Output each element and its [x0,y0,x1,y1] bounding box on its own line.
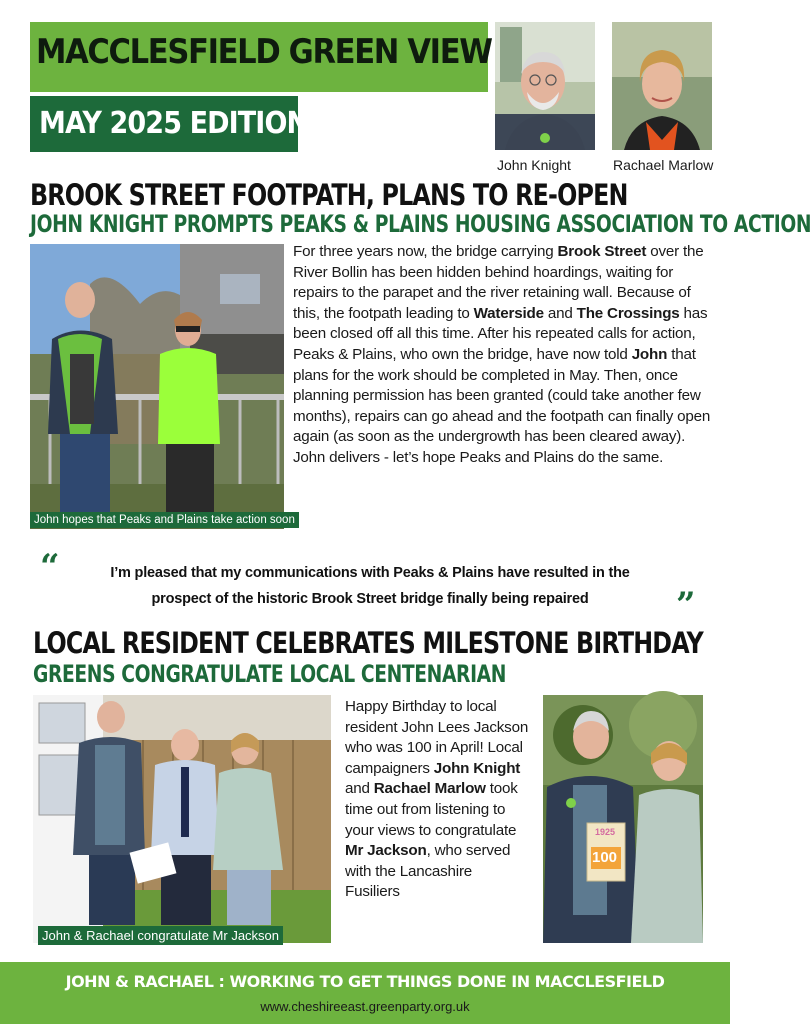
masthead-title: MACCLESFIELD GREEN VIEW [36,32,492,72]
article1-photo [30,244,284,529]
article2-photo-caption: John & Rachael congratulate Mr Jackson [38,926,283,945]
open-quote-icon: “ [40,547,60,587]
article2-body: Happy Birthday to local resident John Lees Jackson who was 100 in April! Local campaigners John Knight and Rachael Marlow took time out from listening to your views to congratulate Mr Jackson, who served with the Lancashire Fusiliers [345,698,529,901]
article1-subhead: JOHN KNIGHT PROMPTS PEAKS & PLAINS HOUSING ASSOCIATION TO ACTION [30,210,811,238]
article1-body: For three years now, the bridge carrying Brook Street over the River Bollin has been hidden behind hoardings, waiting for repairs to the parapet and the river retaining wall. Because of this, the footpath leading to Waterside and The Crossings has been closed off all this time. After his repeated calls for action, Peaks & Plains, who own the bridge, have now told John that plans for the work should be completed in May. Then, once planning permission has been granted (could take another few months), repairs can go ahead and the footpath can finally open again (as soon as the undergrowth has been cleared away). John delivers - let’s hope Peaks and Plains do the same. [293,243,711,466]
pull-quote [70,560,670,612]
card-year-text: 1925 [595,827,616,837]
pull-quote-line1: I’m pleased that my communications with Peaks & Plains have resulted in the [110,565,630,581]
footer-url[interactable]: www.cheshireeast.greenparty.org.uk [260,999,470,1014]
pull-quote-line2: prospect of the historic Brook Street bridge finally being repaired [151,591,589,607]
edition-label: MAY 2025 EDITION [39,106,309,141]
article1-headline: BROOK STREET FOOTPATH, PLANS TO RE-OPEN [30,178,628,212]
portrait-caption-john: John Knight [497,157,571,173]
article1-photo-caption: John hopes that Peaks and Plains take action soon [30,512,299,528]
card-number-text: 100 [592,849,618,866]
close-quote-icon: ” [676,585,696,625]
portrait-caption-rachael: Rachael Marlow [613,157,714,173]
portrait-rachael-marlow [612,22,712,150]
edition-box [30,96,309,152]
masthead-title-box [30,22,492,92]
footer-title: JOHN & RACHAEL : WORKING TO GET THINGS DONE IN MACCLESFIELD [65,972,665,991]
article2-card-photo [543,695,703,943]
article2-headline: LOCAL RESIDENT CELEBRATES MILESTONE BIRTHDAY [33,626,703,660]
article2-subhead: GREENS CONGRATULATE LOCAL CENTENARIAN [33,660,507,688]
portrait-john-knight [495,22,595,150]
article2-photo [33,695,331,943]
footer-banner [0,962,730,1024]
